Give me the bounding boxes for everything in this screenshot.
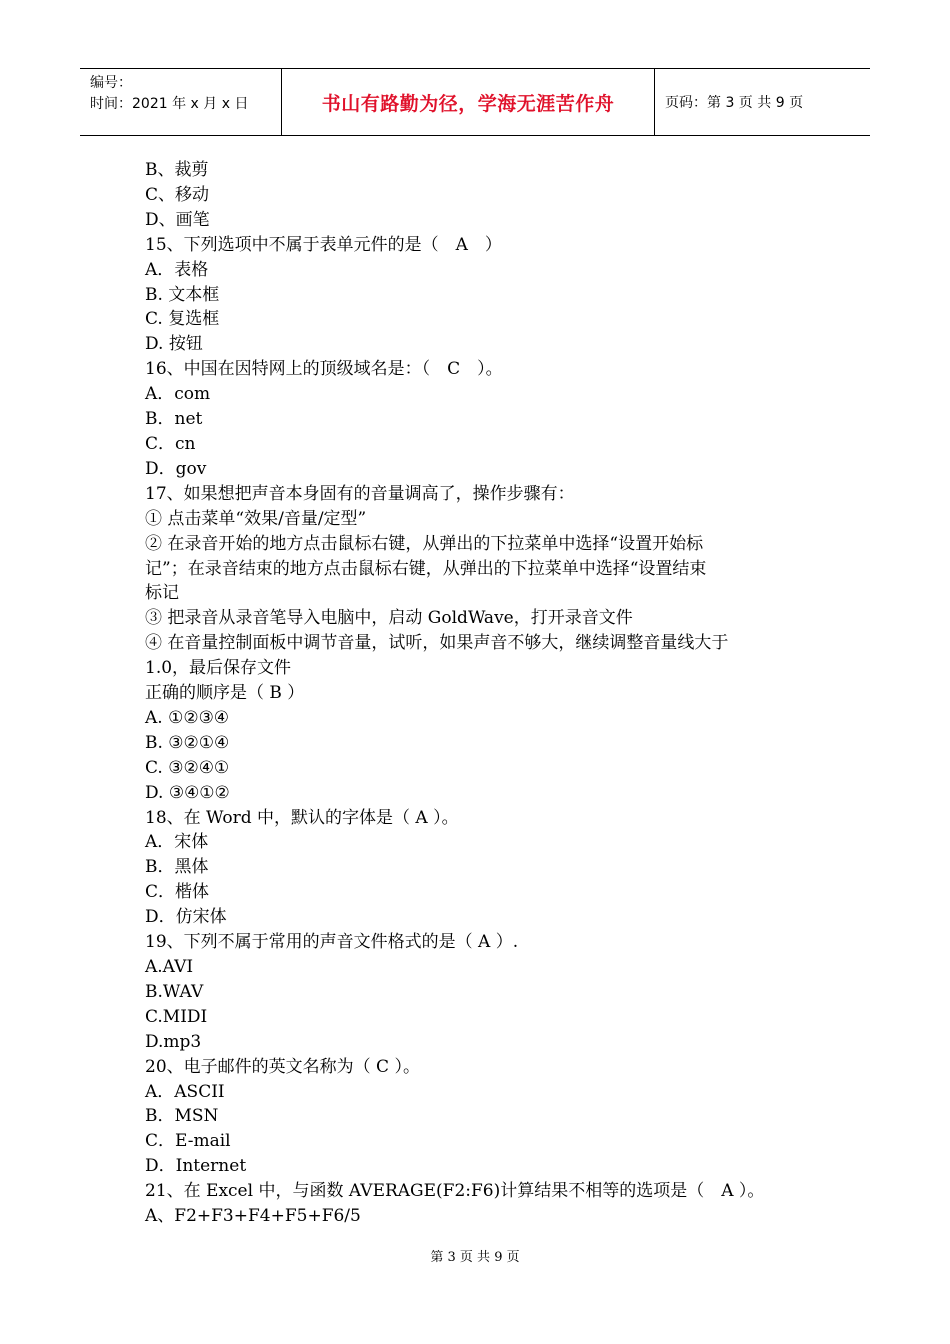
text-line: A.AVI bbox=[145, 957, 194, 977]
text-line: C．E-mail bbox=[145, 1131, 231, 1152]
text-line: 记”；在录音结束的地方点击鼠标右键，从弹出的下拉菜单中选择“设置结束 bbox=[145, 558, 707, 579]
text-line: A．宋体 bbox=[145, 832, 209, 853]
text-line: C．楷体 bbox=[145, 882, 210, 903]
text-line: C、移动 bbox=[145, 184, 210, 205]
text-line: D、画笔 bbox=[145, 209, 210, 230]
text-line: A．com bbox=[145, 384, 211, 405]
document-time-label: 时间：2021 年 x 月 x 日 bbox=[90, 96, 249, 112]
header-info-cell bbox=[80, 69, 282, 135]
text-line: A．ASCII bbox=[145, 1081, 225, 1102]
text-line: 18、在 Word 中，默认的字体是（ A ）。 bbox=[145, 807, 459, 828]
text-line: A. ①②③④ bbox=[145, 707, 230, 728]
text-line: A．表格 bbox=[145, 259, 209, 280]
text-line: D. ③④①② bbox=[145, 782, 230, 803]
text-line: B．net bbox=[145, 409, 203, 430]
text-line: D.mp3 bbox=[145, 1031, 202, 1052]
text-line: 正确的顺序是（ B ） bbox=[145, 683, 305, 704]
text-line: A、F2+F3+F4+F5+F6/5 bbox=[145, 1206, 361, 1227]
text-line: B、裁剪 bbox=[145, 160, 209, 180]
text-line: 17、如果想把声音本身固有的音量调高了，操作步骤有： bbox=[145, 483, 575, 504]
text-line: B．黑体 bbox=[145, 857, 209, 878]
text-line: 1.0，最后保存文件 bbox=[145, 658, 292, 679]
text-line: C.MIDI bbox=[145, 1006, 208, 1027]
text-line: B. ③②①④ bbox=[145, 732, 230, 753]
text-line: ③ 把录音从录音笔导入电脑中，启动 GoldWave，打开录音文件 bbox=[145, 608, 633, 629]
text-line: C. ③②④① bbox=[145, 757, 230, 778]
text-line: C. 复选框 bbox=[145, 309, 220, 330]
text-line: ④ 在音量控制面板中调节音量，试听，如果声音不够大，继续调整音量线大于 bbox=[145, 633, 729, 654]
text-line: D．仿宋体 bbox=[145, 907, 227, 928]
header-page-info: 页码：第 3 页 共 9 页 bbox=[665, 95, 804, 111]
text-line: ① 点击菜单“效果/音量/定型” bbox=[145, 508, 367, 529]
page-header bbox=[80, 68, 870, 136]
document-number-label: 编号： bbox=[90, 75, 132, 91]
text-line: B. 文本框 bbox=[145, 284, 220, 305]
text-line: 15、下列选项中不属于表单元件的是（ A ） bbox=[145, 234, 502, 255]
text-line: 19、下列不属于常用的声音文件格式的是（ A ）. bbox=[145, 932, 519, 953]
text-line: B.WAV bbox=[145, 981, 204, 1002]
text-line: ② 在录音开始的地方点击鼠标右键，从弹出的下拉菜单中选择“设置开始标 bbox=[145, 533, 704, 554]
text-line: D．Internet bbox=[145, 1156, 247, 1177]
text-line: D．gov bbox=[145, 458, 207, 479]
document-body bbox=[145, 158, 825, 1229]
page-footer: 第 3 页 共 9 页 bbox=[430, 1250, 520, 1265]
header-motto: 书山有路勤为径，学海无涯苦作舟 bbox=[282, 69, 655, 135]
text-line: 20、电子邮件的英文名称为（ C ）。 bbox=[145, 1056, 420, 1077]
text-line: 21、在 Excel 中，与函数 AVERAGE(F2:F6)计算结果不相等的选项是（ A ）。 bbox=[145, 1181, 765, 1202]
text-line: D. 按钮 bbox=[145, 334, 203, 355]
text-line: C．cn bbox=[145, 433, 196, 454]
text-line: 16、中国在因特网上的顶级域名是：（ C ）。 bbox=[145, 359, 503, 380]
text-line: B．MSN bbox=[145, 1106, 219, 1127]
text-line: 标记 bbox=[145, 583, 179, 604]
